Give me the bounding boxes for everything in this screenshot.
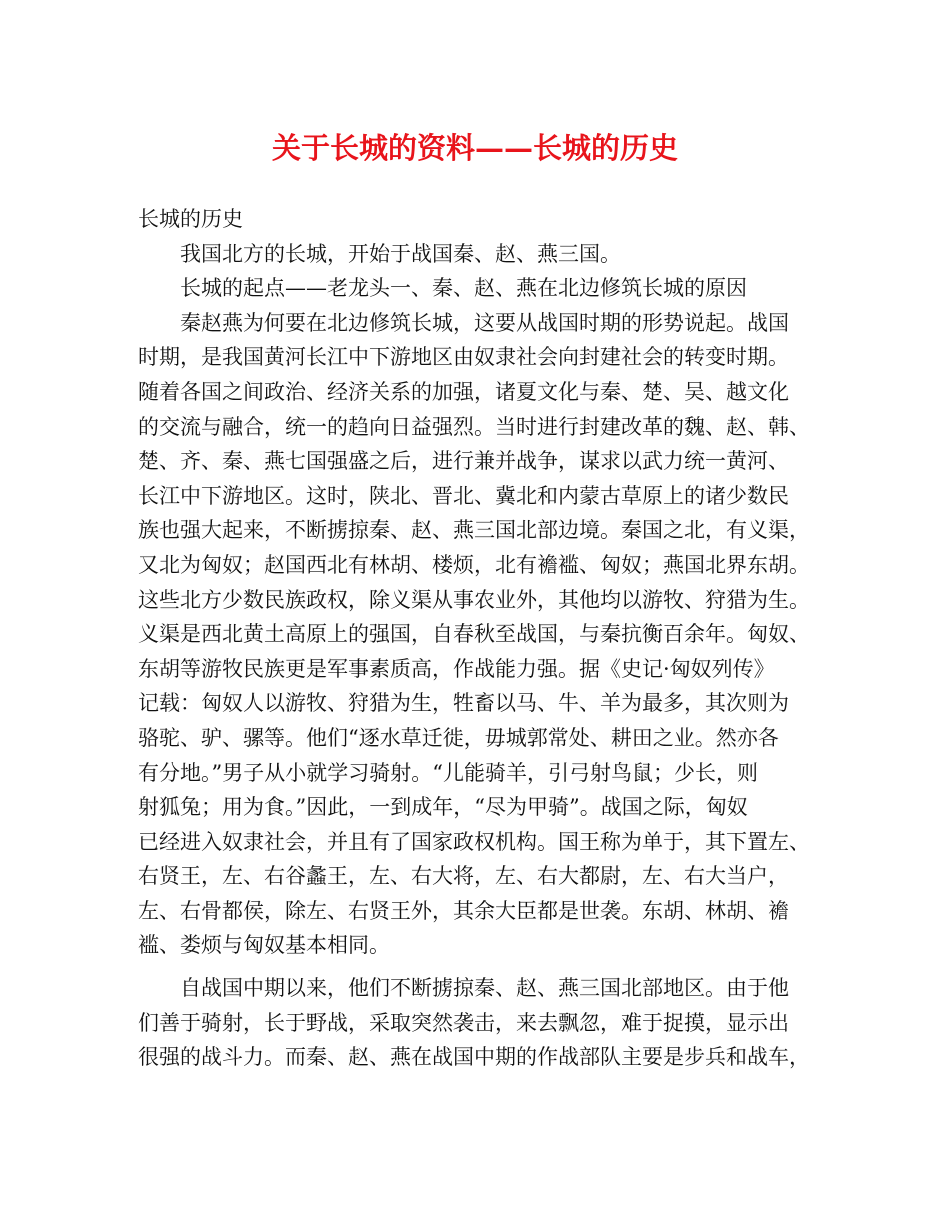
text-line: 很强的战斗力。而秦、赵、燕在战国中期的作战部队主要是步兵和战车， bbox=[138, 1045, 810, 1070]
text-line: 们善于骑射，长于野战，采取突然袭击，来去飘忽，难于捉摸，显示出 bbox=[138, 1010, 789, 1035]
text-line: 已经进入奴隶社会，并且有了国家政权机构。国王称为单于，其下置左、 bbox=[138, 829, 810, 854]
paragraph-block bbox=[138, 237, 828, 1075]
text-line: 时期，是我国黄河长江中下游地区由奴隶社会向封建社会的转变时期。 bbox=[138, 345, 789, 370]
text-line: 骆驼、驴、骡等。他们“逐水草迁徙，毋城郭常处、耕田之业。然亦各 bbox=[138, 725, 779, 750]
text-line: 自战国中期以来，他们不断掳掠秦、赵、燕三国北部地区。由于他 bbox=[180, 976, 789, 1001]
document-title: 关于长城的资料——长城的历史 bbox=[271, 131, 678, 165]
paragraph-gap bbox=[138, 963, 828, 971]
text-line: 义渠是西北黄土高原上的强国，自春秋至战国，与秦抗衡百余年。匈奴、 bbox=[138, 622, 810, 647]
text-line: 有分地。”男子从小就学习骑射。“儿能骑羊，引弓射鸟鼠；少长，则 bbox=[138, 760, 758, 785]
text-line: 随着各国之间政治、经济关系的加强，诸夏文化与秦、楚、吴、越文化 bbox=[138, 379, 789, 404]
section-heading: 长城的历史 bbox=[138, 207, 243, 231]
text-line: 右贤王，左、右谷蠡王，左、右大将，左、右大都尉，左、右大当户， bbox=[138, 864, 789, 889]
text-line: 这些北方少数民族政权，除义渠从事农业外，其他均以游牧、狩猎为生。 bbox=[138, 587, 810, 612]
text-line: 秦赵燕为何要在北边修筑长城，这要从战国时期的形势说起。战国 bbox=[180, 310, 789, 335]
text-line: 楚、齐、秦、燕七国强盛之后，进行兼并战争，谋求以武力统一黄河、 bbox=[138, 449, 789, 474]
text-line: 又北为匈奴；赵国西北有林胡、楼烦，北有襜褴、匈奴；燕国北界东胡。 bbox=[138, 552, 810, 577]
document-body bbox=[138, 202, 828, 1075]
text-line: 的交流与融合，统一的趋向日益强烈。当时进行封建改革的魏、赵、韩、 bbox=[138, 414, 810, 439]
text-line: 族也强大起来，不断掳掠秦、赵、燕三国北部边境。秦国之北，有义渠， bbox=[138, 518, 810, 543]
text-line: 长江中下游地区。这时，陕北、晋北、冀北和内蒙古草原上的诸少数民 bbox=[138, 483, 789, 508]
text-line: 长城的起点——老龙头一、秦、赵、燕在北边修筑长城的原因 bbox=[180, 276, 747, 301]
text-line: 东胡等游牧民族更是军事素质高，作战能力强。据《史记·匈奴列传》 bbox=[138, 656, 775, 681]
text-line: 记载：匈奴人以游牧、狩猎为生，牲畜以马、牛、羊为最多，其次则为 bbox=[138, 691, 789, 716]
text-line: 褴、娄烦与匈奴基本相同。 bbox=[138, 933, 390, 958]
text-line: 我国北方的长城，开始于战国秦、赵、燕三国。 bbox=[180, 241, 621, 266]
text-line: 射狐兔；用为食。”因此，一到成年，“尽为甲骑”。战国之际，匈奴 bbox=[138, 795, 748, 820]
text-line: 左、右骨都侯，除左、右贤王外，其余大臣都是世袭。东胡、林胡、襜 bbox=[138, 898, 789, 923]
